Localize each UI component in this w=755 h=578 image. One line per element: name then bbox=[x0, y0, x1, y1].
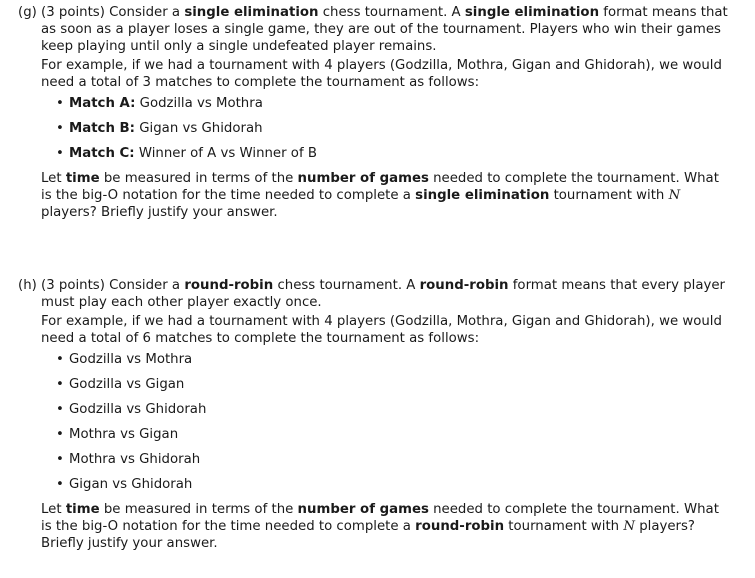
list-item: • Mothra vs Ghidorah bbox=[56, 451, 730, 468]
match-label: Match A: bbox=[69, 96, 136, 111]
bold-term: single elimination bbox=[415, 188, 550, 203]
text-span: be measured in terms of the bbox=[103, 171, 294, 186]
list-item: • Godzilla vs Gigan bbox=[56, 376, 730, 393]
list-item bbox=[56, 95, 730, 112]
text-span: needed to complete the tournament. What is the big-O notation for the time needed to complete a bbox=[41, 171, 719, 203]
text-span: players? Briefly justify your answer. bbox=[41, 205, 278, 220]
text-span: format means that as soon as a player loses a single game, they are out of the tournament. Players who win their games keep playing until only a single undefeated player remains. bbox=[41, 5, 728, 54]
text-span: tournament with bbox=[553, 188, 665, 203]
list-item bbox=[56, 120, 730, 137]
problem-g-points: (3 points) bbox=[41, 5, 105, 20]
problem-g-match-list bbox=[56, 95, 730, 162]
problem-h-label: (h) bbox=[18, 278, 37, 293]
bold-term: round-robin bbox=[419, 278, 509, 293]
text-span: chess tournament. A bbox=[322, 5, 461, 20]
bold-term: time bbox=[65, 502, 100, 517]
match-text: Gigan vs Ghidorah bbox=[139, 121, 263, 136]
math-variable: N bbox=[668, 188, 681, 203]
text-span: players? Briefly justify your answer. bbox=[41, 519, 695, 551]
text-span: tournament with bbox=[508, 519, 620, 534]
problem-h-intro bbox=[18, 277, 730, 311]
problem-g-label: (g) bbox=[18, 5, 37, 20]
problem-h-question bbox=[41, 501, 730, 552]
text-span: Consider a bbox=[109, 278, 181, 293]
bold-term: round-robin bbox=[184, 278, 274, 293]
list-item: • Gigan vs Ghidorah bbox=[56, 476, 730, 493]
text-span: chess tournament. A bbox=[277, 278, 416, 293]
problem-g-example: For example, if we had a tournament with 4 players (Godzilla, Mothra, Gigan and Ghidorah), we would need a total of 3 matches to complete the tournament as follows: bbox=[41, 58, 722, 90]
list-item: • Godzilla vs Mothra bbox=[56, 351, 730, 368]
text-span: Let bbox=[41, 171, 62, 186]
problem-g-question bbox=[41, 170, 730, 221]
bold-term: single elimination bbox=[464, 5, 600, 20]
problem-h bbox=[18, 277, 730, 552]
problem-g-intro bbox=[18, 4, 730, 55]
match-label: Match C: bbox=[69, 146, 135, 161]
problem-h-match-list bbox=[56, 351, 730, 493]
match-label: Match B: bbox=[69, 121, 135, 136]
text-span: Consider a bbox=[109, 5, 181, 20]
text-span: be measured in terms of the bbox=[103, 502, 294, 517]
list-item bbox=[56, 145, 730, 162]
problem-g bbox=[18, 4, 730, 221]
match-text: Winner of A vs Winner of B bbox=[138, 146, 317, 161]
text-span: Let bbox=[41, 502, 62, 517]
problem-h-example: For example, if we had a tournament with 4 players (Godzilla, Mothra, Gigan and Ghidorah), we would need a total of 6 matches to complete the tournament as follows: bbox=[41, 314, 722, 346]
list-item: • Godzilla vs Ghidorah bbox=[56, 401, 730, 418]
list-item: • Mothra vs Gigan bbox=[56, 426, 730, 443]
bold-term: number of games bbox=[297, 502, 429, 517]
bold-term: time bbox=[65, 171, 100, 186]
bold-term: round-robin bbox=[415, 519, 505, 534]
text-span: needed to complete the tournament. What is the big-O notation for the time needed to complete a bbox=[41, 502, 719, 534]
math-variable: N bbox=[623, 519, 635, 534]
match-text: Godzilla vs Mothra bbox=[139, 96, 263, 111]
text-span: format means that every player must play each other player exactly once. bbox=[41, 278, 726, 310]
problem-h-points: (3 points) bbox=[41, 278, 105, 293]
bold-term: number of games bbox=[297, 171, 429, 186]
bold-term: single elimination bbox=[184, 5, 319, 20]
